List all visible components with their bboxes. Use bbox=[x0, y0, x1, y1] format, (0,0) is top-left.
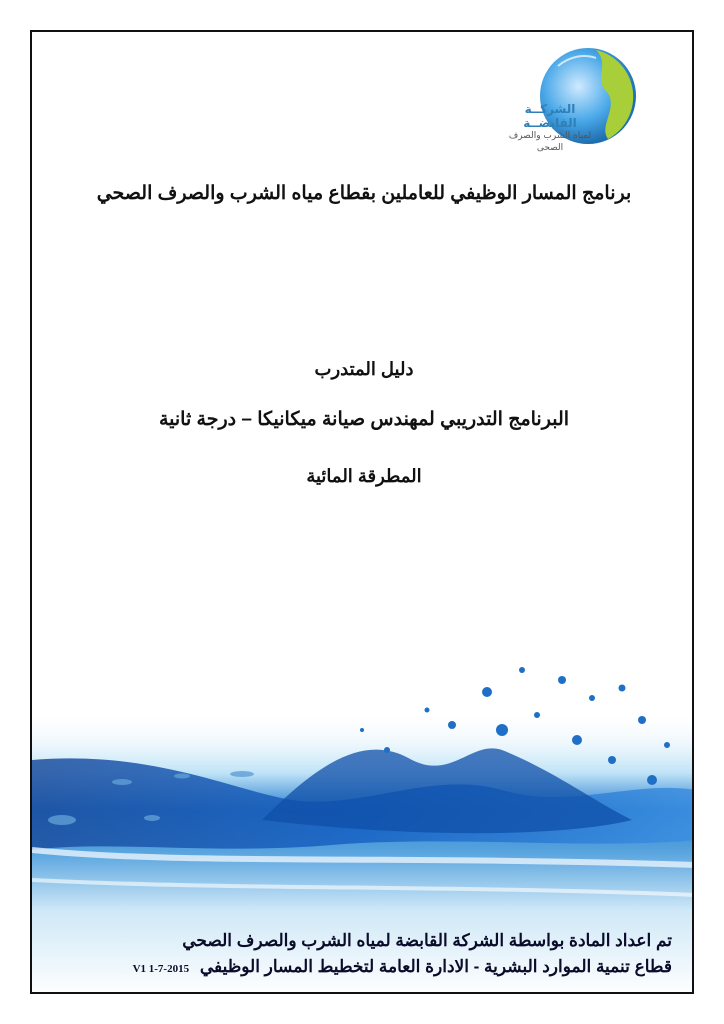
footer-department bbox=[32, 957, 672, 977]
guide-label: دليل المتدرب bbox=[314, 359, 414, 379]
subject-title: المطرقة المائية bbox=[306, 466, 422, 486]
training-program-title: البرنامج التدريبي لمهندس صيانة ميكانيكا – درجة ثانية bbox=[158, 409, 570, 430]
page-frame bbox=[30, 30, 694, 994]
version-label: V1 1-7-2015 bbox=[132, 963, 190, 975]
logo-line-1: الشركــة القابضــة bbox=[523, 102, 577, 130]
logo-text bbox=[502, 102, 598, 154]
program-title: برنامج المسار الوظيفي للعاملين بقطاع مياه الشرب والصرف الصحي bbox=[96, 183, 632, 204]
footer-prepared-by: تم اعداد المادة بواسطة الشركة القابضة لمياه الشرب والصرف الصحي bbox=[182, 931, 672, 950]
footer-department-text: قطاع تنمية الموارد البشرية - الادارة العامة لتخطيط المسار الوظيفي bbox=[199, 957, 672, 976]
logo-line-2: لمياه الشرب والصرف الصحى bbox=[508, 131, 592, 153]
